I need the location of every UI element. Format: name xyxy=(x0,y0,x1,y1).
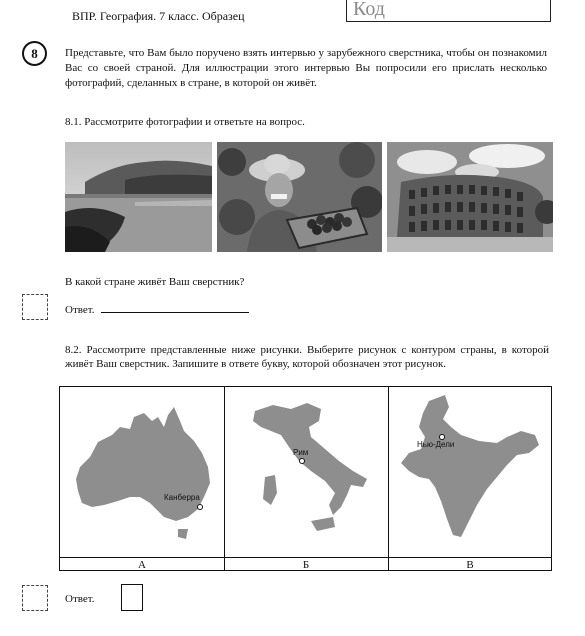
code-label: Код xyxy=(353,0,385,20)
task-intro: Представьте, что Вам было поручено взять интервью у зарубежного сверстника, чтобы он познакомил Вас со своей страной. Для иллюстрации этого интервью Вы попросили его прислать несколько фотографий, сделанных в стране, в которой он живёт. xyxy=(65,47,547,89)
maps-table xyxy=(59,386,552,571)
new-delhi-marker xyxy=(440,435,445,440)
india-map xyxy=(389,387,551,557)
answer-1-row xyxy=(65,302,249,316)
answer-1-field[interactable] xyxy=(101,302,249,313)
code-box[interactable] xyxy=(346,0,551,22)
answer-2-label: Ответ. xyxy=(65,593,95,605)
map-v-letter: В xyxy=(466,559,474,571)
score-box-1 xyxy=(22,294,48,320)
answer-1-label: Ответ. xyxy=(65,304,95,316)
table-row-divider xyxy=(60,557,551,558)
map-b-letter: Б xyxy=(302,559,310,571)
score-box-2 xyxy=(22,585,48,611)
grape-harvest-photo xyxy=(217,142,382,252)
australia-map xyxy=(60,387,224,557)
map-a-city: Канберра xyxy=(164,493,200,502)
map-cell-b xyxy=(225,387,388,557)
map-v-city: Нью-Дели xyxy=(417,440,455,449)
rome-marker xyxy=(300,459,305,464)
map-cell-v xyxy=(389,387,551,557)
map-b-city: Рим xyxy=(293,448,309,457)
italy-map xyxy=(225,387,388,557)
map-a-letter: А xyxy=(138,559,146,571)
part1-question: В какой стране живёт Ваш сверстник? xyxy=(65,276,245,288)
map-cell-a xyxy=(60,387,224,557)
canberra-marker xyxy=(198,505,203,510)
colosseum-photo xyxy=(387,142,553,252)
task-number-badge: 8 xyxy=(22,41,47,66)
answer-2-field[interactable] xyxy=(121,584,143,611)
coastal-landscape-photo xyxy=(65,142,212,252)
part2-instruction: 8.2. Рассмотрите представленные ниже рисунки. Выберите рисунок с контуром страны, в которой живёт Ваш сверстник. Запишите в ответе букву, которой обозначен этот рисунок. xyxy=(65,344,549,370)
header-title: ВПР. География. 7 класс. Образец xyxy=(72,9,245,23)
part1-instruction: 8.1. Рассмотрите фотографии и ответьте на вопрос. xyxy=(65,116,305,128)
